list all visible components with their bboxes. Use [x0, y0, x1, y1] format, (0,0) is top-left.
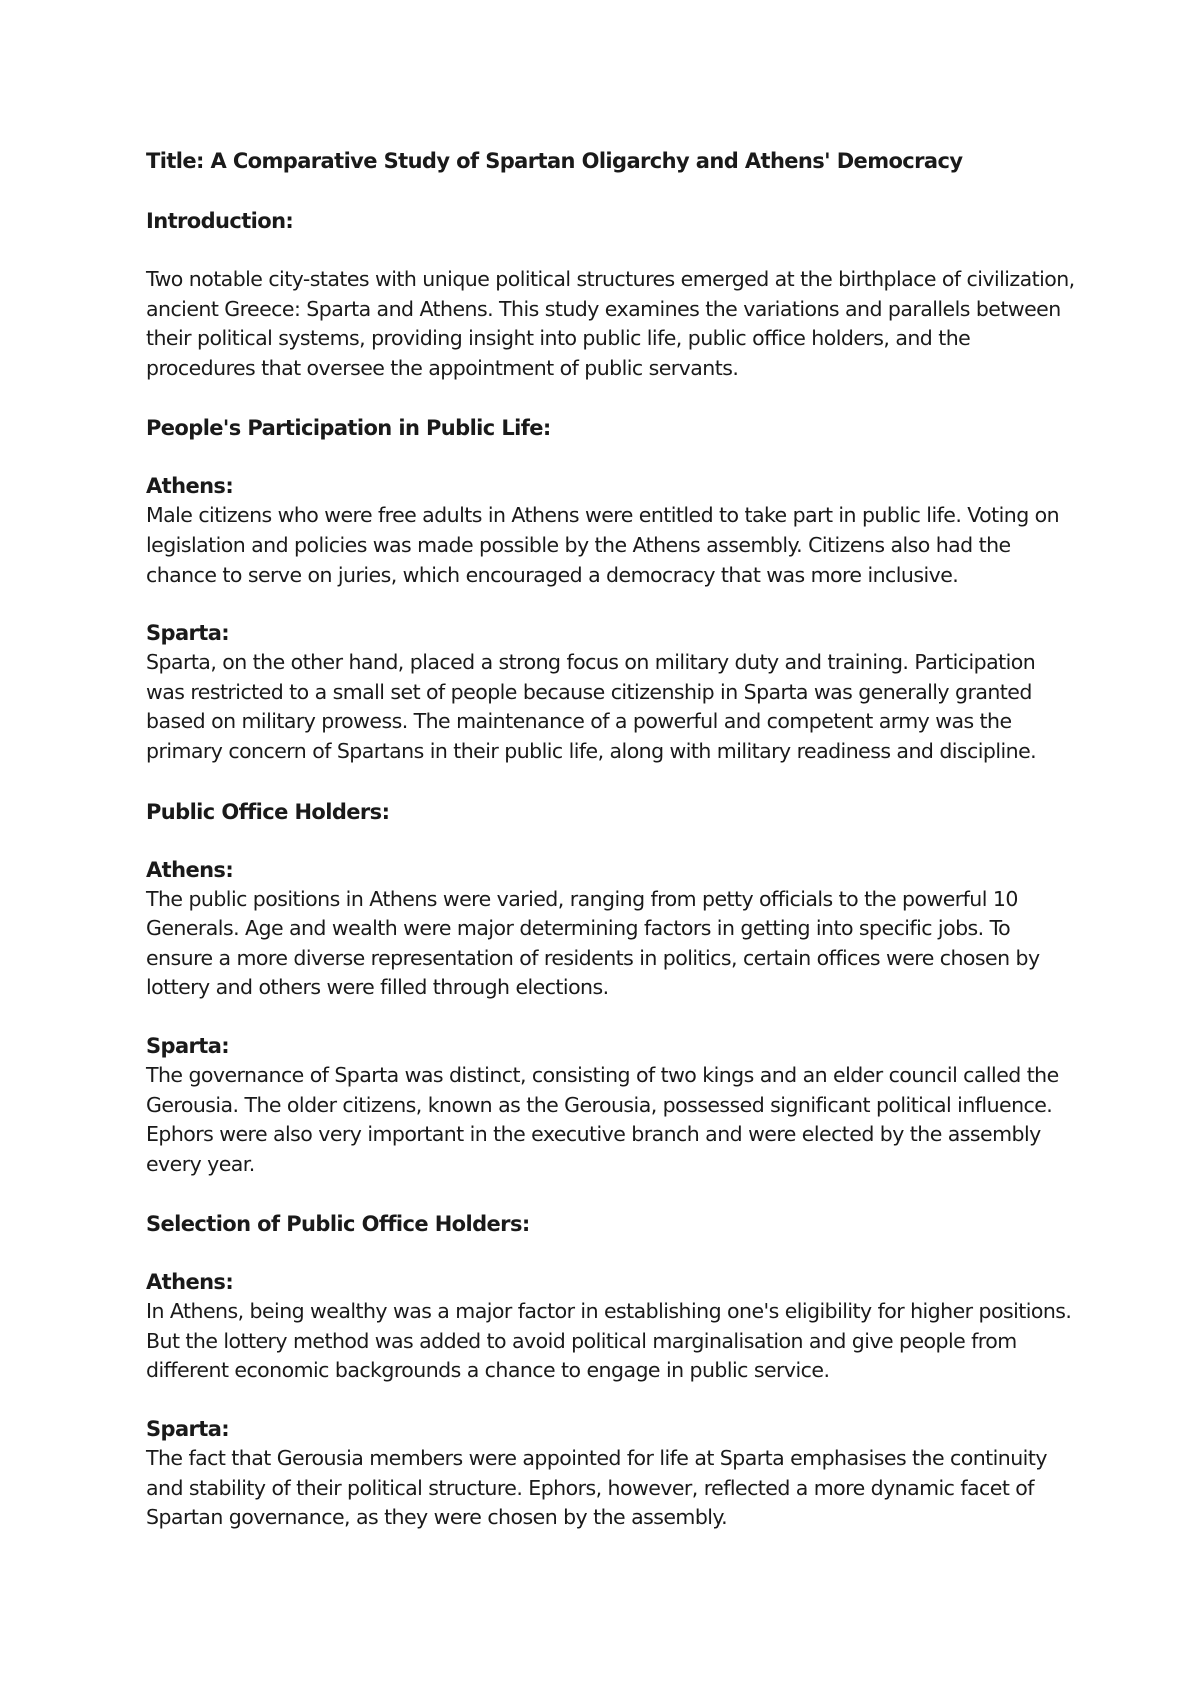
section-heading-participation: People's Participation in Public Life: [146, 416, 551, 441]
section-heading-office-holders: Public Office Holders: [146, 799, 390, 824]
paragraph-sparta: Sparta, on the other hand, placed a strong focus on military duty and training. Participation was restricted to a small set of people because citizenship in Sparta was generally granted based on military prowess. The maintenance of a powerful and competent army was the primary concern of Spartans in their public life, along with military readiness and discipline. [146, 650, 1037, 763]
subheading-athens: Athens: [146, 1270, 234, 1295]
subheading-athens: Athens: [146, 857, 234, 882]
subheading-sparta: Sparta: [146, 1417, 230, 1442]
paragraph-sparta: The governance of Sparta was distinct, consisting of two kings and an elder council called the Gerousia. The older citizens, known as the Gerousia, possessed significant political influence. Ephors were also very important in the executive branch and were elected by the assembly every year. [146, 1062, 1059, 1176]
paragraph-athens: The public positions in Athens were varied, ranging from petty officials to the powerful 10 Generals. Age and wealth were major determining factors in getting into specific jobs. To ensure a more diverse representation of residents in politics, certain offices were chosen by lottery and others were filled through elections. [146, 886, 1040, 1000]
document-body [146, 146, 1076, 1533]
paragraph-athens: Male citizens who were free adults in Athens were entitled to take part in public life. Voting on legislation and policies was made possible by the Athens assembly. Citizens also had the chance to serve on juries, which encouraged a democracy that was more inclusive. [146, 503, 1060, 587]
subheading-sparta: Sparta: [146, 1033, 230, 1058]
document-title: Title: A Comparative Study of Spartan Oligarchy and Athens' Democracy [146, 149, 963, 173]
introduction-paragraph: Two notable city-states with unique political structures emerged at the birthplace of civilization, ancient Greece: Sparta and Athens. This study examines the variations and parallels between their political systems, providing insight into public life, public office holders, and the procedures that oversee the appointment of public servants. [146, 267, 1075, 380]
subheading-sparta: Sparta: [146, 621, 230, 646]
introduction-heading: Introduction: [146, 209, 294, 233]
section-heading-selection: Selection of Public Office Holders: [146, 1212, 530, 1237]
paragraph-sparta: The fact that Gerousia members were appointed for life at Sparta emphasises the continuity and stability of their political structure. Ephors, however, reflected a more dynamic facet of Spartan governance, as they were chosen by the assembly. [146, 1446, 1047, 1530]
subheading-athens: Athens: [146, 474, 234, 499]
paragraph-athens: In Athens, being wealthy was a major factor in establishing one's eligibility for higher positions. But the lottery method was added to avoid political marginalisation and give people from different economic backgrounds a chance to engage in public service. [146, 1299, 1072, 1383]
